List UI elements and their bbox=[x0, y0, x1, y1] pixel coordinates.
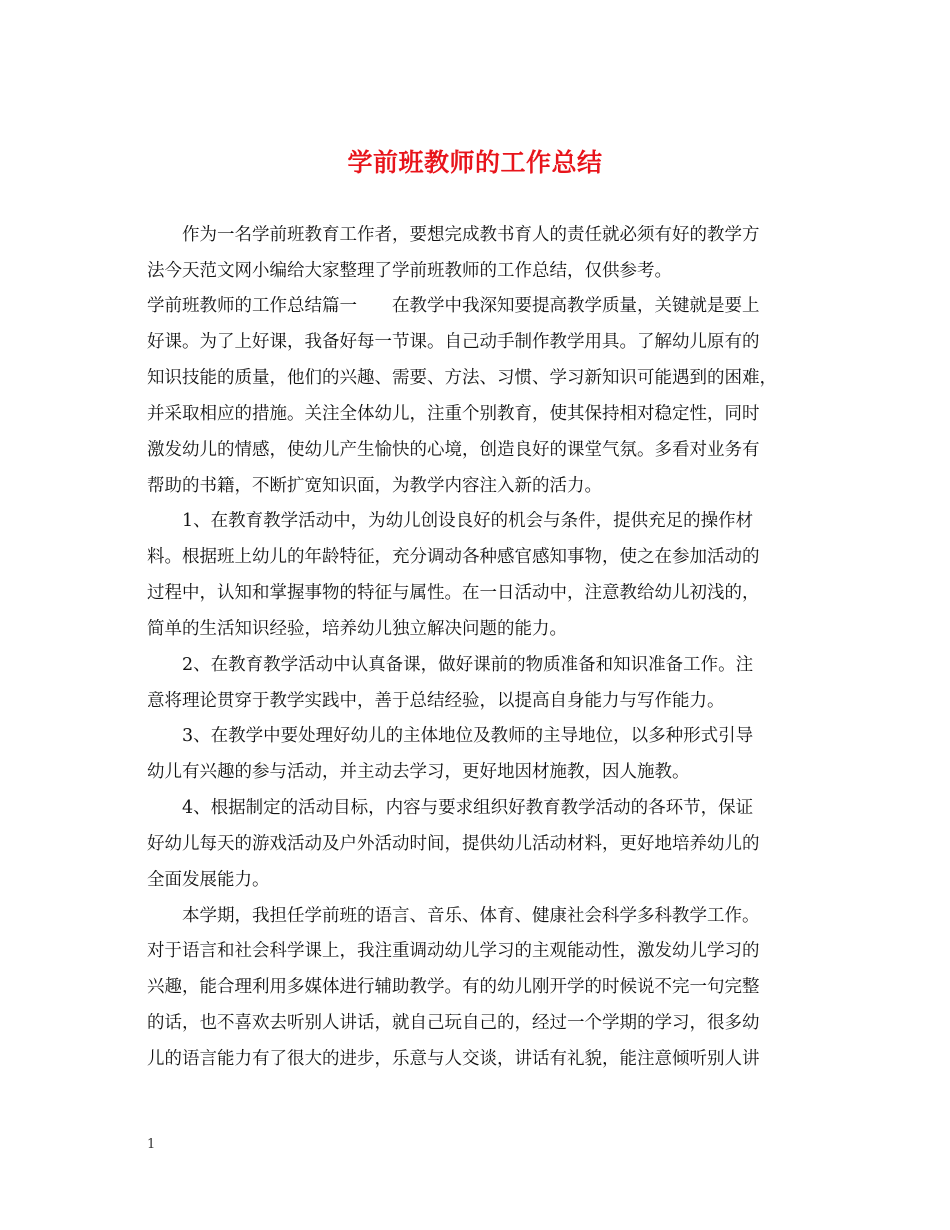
body-line: 料。根据班上幼儿的年龄特征，充分调动各种感官感知事物，使之在参加活动的 bbox=[147, 547, 760, 567]
body-line: 法今天范文网小编给大家整理了学前班教师的工作总结，仅供参考。 bbox=[147, 261, 672, 281]
body-line: 知识技能的质量，他们的兴趣、需要、方法、习惯、学习新知识可能遇到的困难， bbox=[147, 368, 777, 388]
body-line: 兴趣，能合理利用多媒体进行辅助教学。有的幼儿刚开学的时候说不完一句完整 bbox=[147, 977, 760, 997]
body-line: 学前班教师的工作总结篇一 在教学中我深知要提高教学质量，关键就是要上 bbox=[147, 296, 760, 316]
body-line: 过程中，认知和掌握事物的特征与属性。在一日活动中，注意教给幼儿初浅的， bbox=[147, 583, 760, 603]
body-line: 作为一名学前班教育工作者，要想完成教书育人的责任就必须有好的教学方 bbox=[147, 225, 760, 245]
body-line: 激发幼儿的情感，使幼儿产生愉快的心境，创造良好的课堂气氛。多看对业务有 bbox=[147, 440, 760, 460]
body-line: 并采取相应的措施。关注全体幼儿，注重个别教育，使其保持相对稳定性，同时 bbox=[147, 404, 760, 424]
body-line: 3、在教学中要处理好幼儿的主体地位及教师的主导地位，以多种形式引导 bbox=[147, 726, 754, 746]
document-title: 学前班教师的工作总结 bbox=[347, 148, 603, 177]
body-line: 对于语言和社会科学课上，我注重调动幼儿学习的主观能动性，激发幼儿学习的 bbox=[147, 941, 760, 961]
body-line: 的话，也不喜欢去听别人讲话，就自己玩自己的，经过一个学期的学习，很多幼 bbox=[147, 1013, 760, 1033]
body-line: 帮助的书籍，不断扩宽知识面，为教学内容注入新的活力。 bbox=[147, 476, 602, 496]
body-line: 儿的语言能力有了很大的进步，乐意与人交谈，讲话有礼貌，能注意倾听别人讲 bbox=[147, 1049, 760, 1069]
body-line: 好幼儿每天的游戏活动及户外活动时间，提供幼儿活动材料，更好地培养幼儿的 bbox=[147, 834, 760, 854]
body-line: 意将理论贯穿于教学实践中，善于总结经验，以提高自身能力与写作能力。 bbox=[147, 691, 725, 711]
body-line: 简单的生活知识经验，培养幼儿独立解决问题的能力。 bbox=[147, 619, 567, 639]
body-line: 好课。为了上好课，我备好每一节课。自己动手制作教学用具。了解幼儿原有的 bbox=[147, 332, 760, 352]
body-line: 本学期，我担任学前班的语言、音乐、体育、健康社会科学多科教学工作。 bbox=[147, 906, 760, 926]
body-line: 4、根据制定的活动目标，内容与要求组织好教育教学活动的各环节，保证 bbox=[147, 798, 754, 818]
page-number: 1 bbox=[147, 1137, 156, 1152]
body-line: 1、在教育教学活动中，为幼儿创设良好的机会与条件，提供充足的操作材 bbox=[147, 511, 754, 531]
body-line: 幼儿有兴趣的参与活动，并主动去学习，更好地因材施教，因人施教。 bbox=[147, 762, 690, 782]
body-line: 2、在教育教学活动中认真备课，做好课前的物质准备和知识准备工作。注 bbox=[147, 655, 754, 675]
body-line: 全面发展能力。 bbox=[147, 870, 270, 890]
